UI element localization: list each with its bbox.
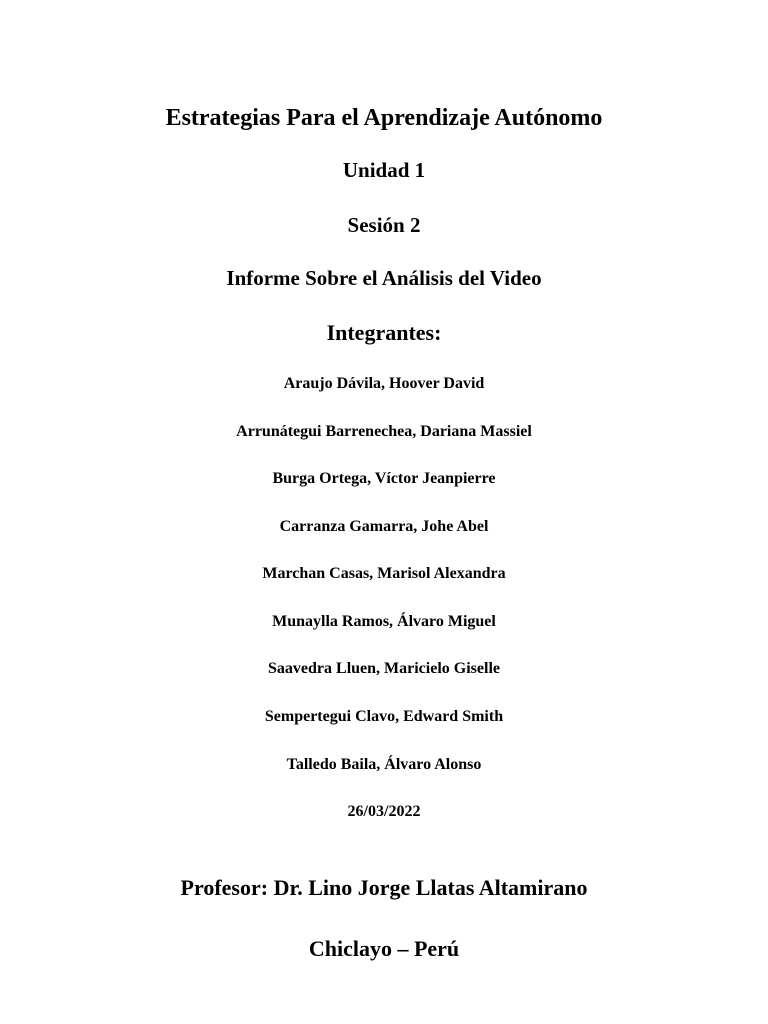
- session-label: Sesión 2: [347, 213, 421, 237]
- unit-label: Unidad 1: [342, 158, 426, 182]
- members-heading: Integrantes:: [326, 320, 442, 345]
- list-item: Burga Ortega, Víctor Jeanpierre: [272, 470, 496, 487]
- list-item: Arrunátegui Barrenechea, Dariana Massiel: [236, 423, 532, 440]
- list-item: Araujo Dávila, Hoover David: [283, 375, 485, 392]
- list-item: Marchan Casas, Marisol Alexandra: [262, 565, 506, 582]
- report-title: Informe Sobre el Análisis del Video: [226, 266, 542, 290]
- list-item: Munaylla Ramos, Álvaro Miguel: [272, 613, 496, 630]
- list-item: Saavedra Lluen, Maricielo Giselle: [268, 660, 500, 677]
- location-line: Chiclayo – Perú: [308, 936, 460, 961]
- professor-line: Profesor: Dr. Lino Jorge Llatas Altamirano: [180, 875, 588, 900]
- document-date: 26/03/2022: [347, 803, 421, 820]
- document-title: Estrategias Para el Aprendizaje Autónomo: [165, 105, 603, 131]
- list-item: Carranza Gamarra, Johe Abel: [279, 518, 489, 535]
- list-item: Talledo Baila, Álvaro Alonso: [286, 756, 482, 773]
- list-item: Sempertegui Clavo, Edward Smith: [264, 708, 504, 725]
